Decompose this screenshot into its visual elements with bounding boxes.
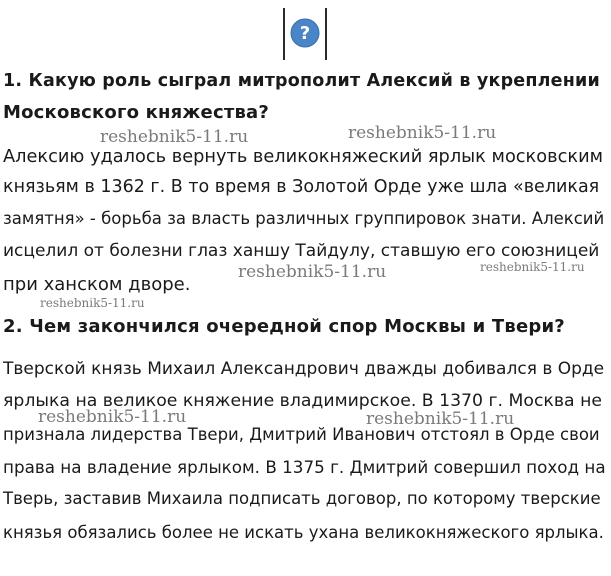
q1-answer-line-4: исцелил от болезни глаз ханшу Тайдулу, ставшую его союзницей (3, 241, 600, 261)
q2-answer-line-3: признала лидерства Твери, Дмитрий Иванович отстоял в Орде свои (3, 425, 600, 444)
q2-answer-line-6: князья обязались более не искать ухана великокняжеского ярлыка. (3, 523, 604, 542)
q1-answer-line-1: Алексию удалось вернуть великокняжеский ярлык московским (3, 147, 604, 167)
q1-heading-line-2: Московского княжества? (3, 102, 270, 123)
question-icon-frame (283, 8, 327, 60)
watermark: reshebnik5-11.ru (38, 407, 187, 427)
q1-heading-line-1: 1. Какую роль сыграл митрополит Алексий в укреплении (3, 71, 600, 91)
q2-heading: 2. Чем закончился очередной спор Москвы и Твери? (3, 316, 565, 337)
q2-answer-line-2: ярлыка на великое княжение владимирское. В 1370 г. Москва не (3, 391, 602, 411)
question-icon (290, 18, 320, 48)
watermark: reshebnik5-11.ru (40, 296, 145, 310)
watermark: reshebnik5-11.ru (348, 123, 497, 143)
q2-answer-line-1: Тверской князь Михаил Александрович дважды добивался в Орде (3, 359, 605, 379)
q1-answer-line-3: замятня» - борьба за власть различных группировок знати. Алексий (3, 209, 605, 228)
watermark: reshebnik5-11.ru (100, 127, 249, 147)
watermark: reshebnik5-11.ru (238, 262, 387, 282)
q2-answer-line-4: права на владение ярлыком. В 1375 г. Дмитрий совершил поход на (3, 457, 606, 477)
watermark: reshebnik5-11.ru (480, 260, 585, 274)
watermark: reshebnik5-11.ru (366, 409, 515, 429)
svg-text:?: ? (299, 23, 311, 44)
q2-answer-line-5: Тверь, заставив Михаила подписать договор, по которому тверские (3, 489, 601, 508)
q1-answer-line-5: при ханском дворе. (3, 274, 191, 295)
q1-answer-line-2: князьям в 1362 г. В то время в Золотой Орде уже шла «великая (3, 177, 600, 197)
